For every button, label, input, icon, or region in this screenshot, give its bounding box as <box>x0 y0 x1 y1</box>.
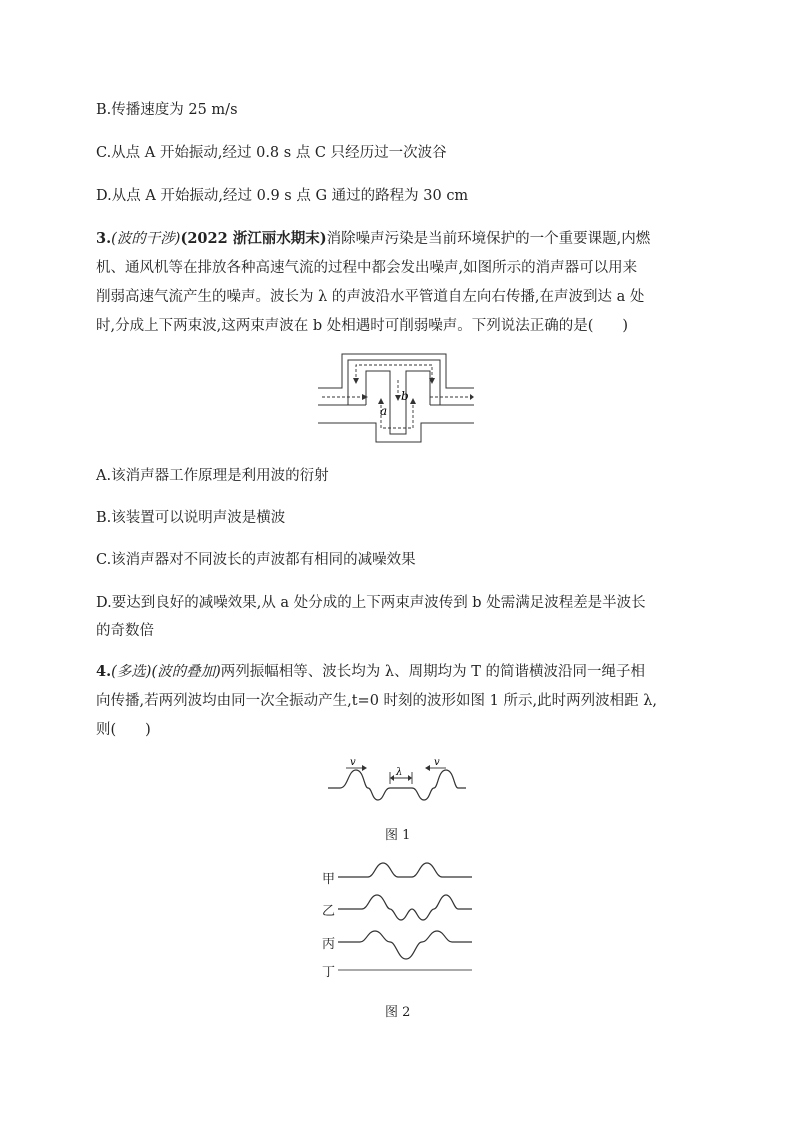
figure-2-caption: 图 2 <box>385 1005 411 1020</box>
fig2-label-ding: 丁 <box>322 965 336 980</box>
q3-option-d-line-2: 的奇数倍 <box>96 623 154 639</box>
q3-stem-line-1 <box>96 229 650 249</box>
muffler-diagram <box>318 352 474 444</box>
fig-label-b: b <box>401 389 409 403</box>
q4-stem-line-2: 向传播,若两列波均由同一次全振动产生,t=0 时刻的波形如图 1 所示,此时两列波相距 λ, <box>96 693 657 709</box>
fig2-label-jia: 甲 <box>322 872 336 887</box>
figure-1-caption: 图 1 <box>385 828 411 843</box>
fig2-label-yi: 乙 <box>322 904 336 919</box>
q4-stem-text-1: 两列振幅相等、波长均为 λ、周期均为 T 的简谐横波沿同一绳子相 <box>220 664 645 680</box>
fig2-label-bing: 丙 <box>322 937 336 952</box>
q3-tag: (波的干涉) <box>111 231 181 247</box>
q3-option-b: B.该装置可以说明声波是横波 <box>96 510 286 526</box>
q2-option-d: D.从点 A 开始振动,经过 0.9 s 点 G 通过的路程为 30 cm <box>96 188 469 204</box>
q2-option-b: B.传播速度为 25 m/s <box>96 102 238 118</box>
q4-stem-line-1 <box>96 662 645 682</box>
q3-stem-line-3: 削弱高速气流产生的噪声。波长为 λ 的声波沿水平管道自左向右传播,在声波到达 a 处 <box>96 289 645 305</box>
fig1-v-left: v <box>350 758 356 768</box>
q4-tag: (多选)(波的叠加) <box>111 664 221 680</box>
q3-stem-line-4: 时,分成上下两束波,这两束声波在 b 处相遇时可削弱噪声。下列说法正确的是( ) <box>96 318 629 334</box>
figure-1-waves <box>328 758 466 802</box>
q3-source: (2022 浙江丽水期末) <box>180 230 327 247</box>
q3-stem-line-2: 机、通风机等在排放各种高速气流的过程中都会发出噪声,如图所示的消声器可以用来 <box>96 260 638 276</box>
q3-number: 3. <box>96 230 112 247</box>
q3-option-d-line-1: D.要达到良好的减噪效果,从 a 处分成的上下两束声波传到 b 处需满足波程差是半波长 <box>96 595 646 611</box>
q4-stem-line-3: 则( ) <box>96 722 151 738</box>
fig-label-a: a <box>380 404 388 418</box>
fig1-lambda: λ <box>396 767 403 778</box>
q2-option-c: C.从点 A 开始振动,经过 0.8 s 点 C 只经历过一次波谷 <box>96 145 447 161</box>
fig1-v-right: v <box>434 758 440 768</box>
figure-2-waves <box>338 860 472 976</box>
q4-number: 4. <box>96 663 112 680</box>
q3-option-a: A.该消声器工作原理是利用波的衍射 <box>96 468 329 484</box>
q3-option-c: C.该消声器对不同波长的声波都有相同的减噪效果 <box>96 552 416 568</box>
q3-stem-text-1: 消除噪声污染是当前环境保护的一个重要课题,内燃 <box>326 231 651 247</box>
